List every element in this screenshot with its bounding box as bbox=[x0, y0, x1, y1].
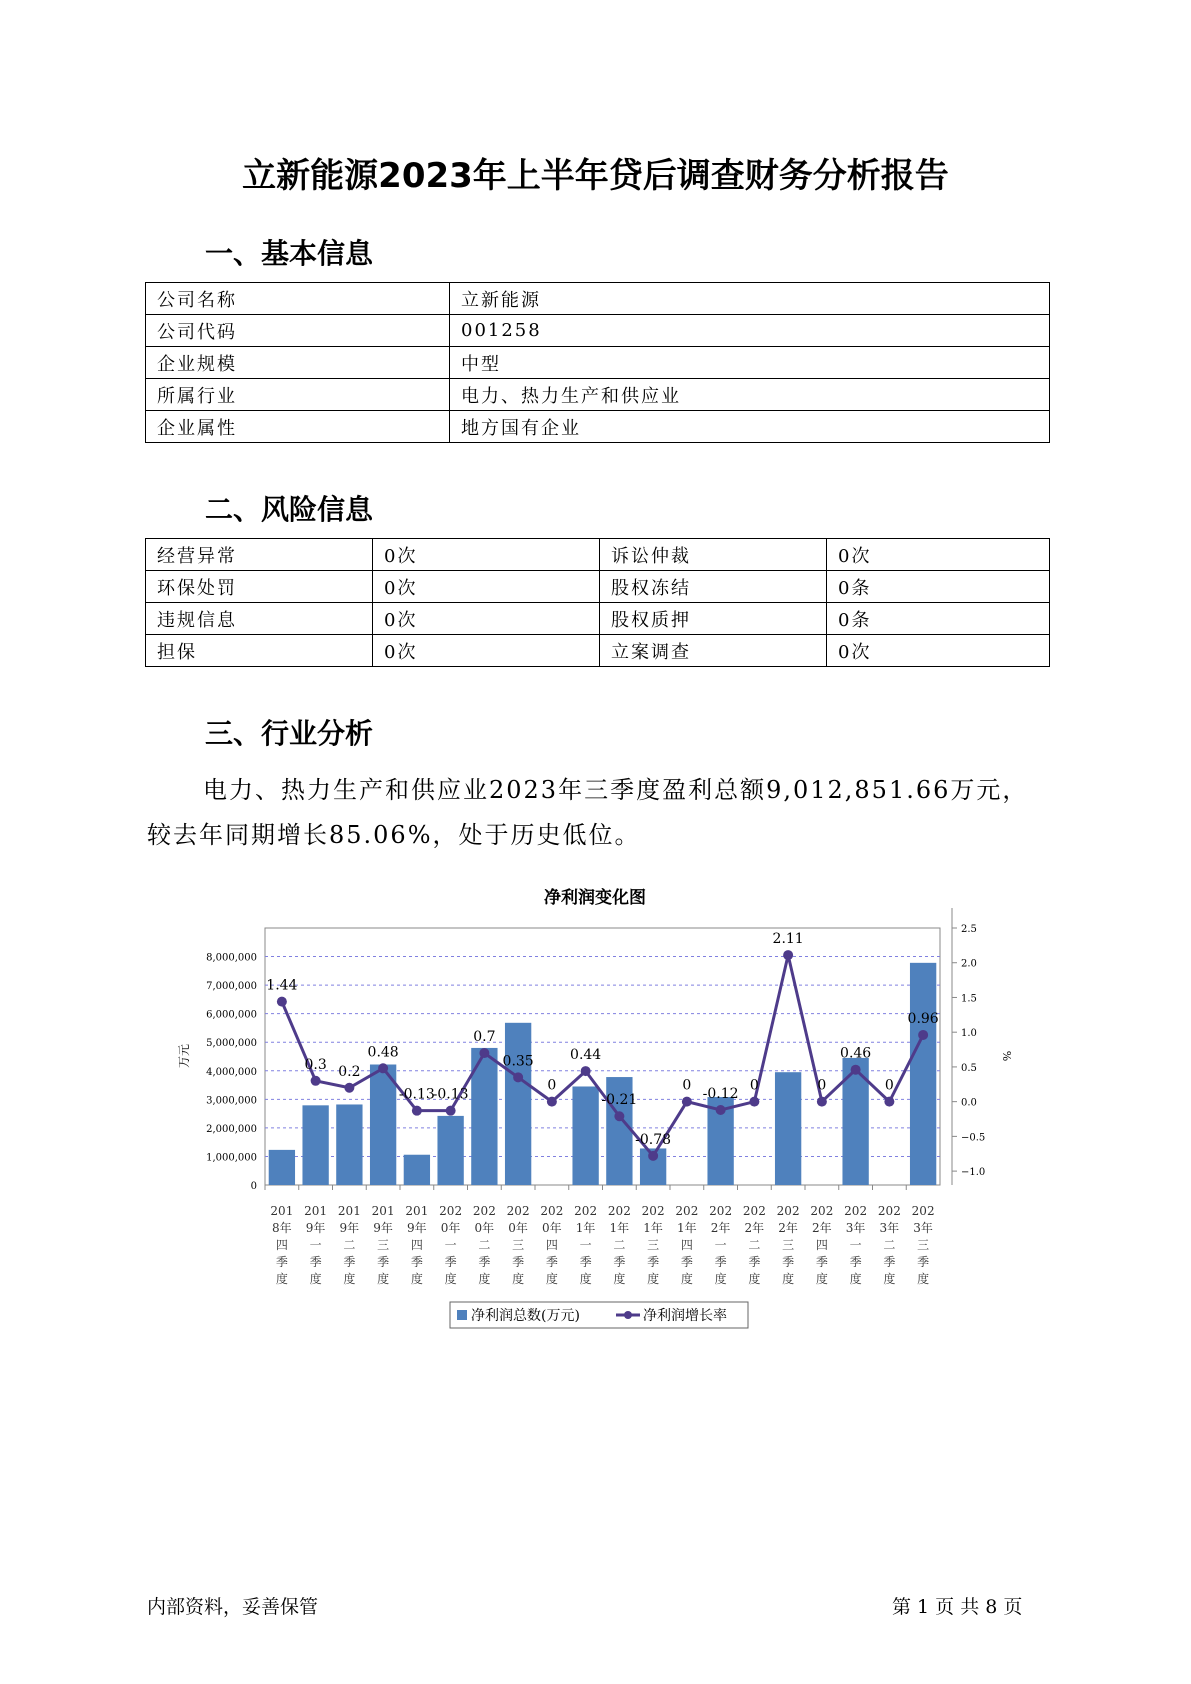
growth-point bbox=[547, 1097, 557, 1107]
x-tick-label: 202 1年四季度 bbox=[675, 1204, 699, 1286]
basic-info-row bbox=[146, 379, 1050, 411]
x-tick-label: 202 3年三季度 bbox=[911, 1204, 935, 1286]
risk-info-label: 环保处罚 bbox=[146, 571, 373, 603]
risk-info-row bbox=[146, 603, 1050, 635]
risk-info-table bbox=[145, 538, 1050, 667]
y-tick-label: 5,000,000 bbox=[206, 1038, 257, 1050]
x-tick-label: 202 2年二季度 bbox=[742, 1204, 766, 1286]
risk-info-value: 0条 bbox=[827, 603, 1050, 635]
bar bbox=[269, 1150, 295, 1185]
section-risk-heading: 二、风险信息 bbox=[205, 493, 374, 526]
basic-info-value: 地方国有企业 bbox=[450, 411, 1050, 443]
growth-point bbox=[749, 1097, 759, 1107]
x-tick-label: 202 0年三季度 bbox=[506, 1204, 530, 1286]
x-tick-label: 202 0年四季度 bbox=[540, 1204, 564, 1286]
y2-tick-label: 0.5 bbox=[961, 1062, 977, 1074]
growth-point bbox=[581, 1066, 591, 1076]
risk-info-value: 0次 bbox=[373, 603, 600, 635]
y-tick-label: 0 bbox=[250, 1181, 257, 1192]
risk-info-value: 0次 bbox=[373, 635, 600, 667]
legend-bar-swatch bbox=[457, 1310, 467, 1320]
y2-tick-label: −1.0 bbox=[961, 1167, 986, 1179]
growth-point bbox=[817, 1097, 827, 1107]
growth-data-label: 2.11 bbox=[772, 931, 804, 948]
growth-data-label: 0.3 bbox=[304, 1056, 327, 1073]
risk-info-value: 0次 bbox=[373, 571, 600, 603]
growth-point bbox=[851, 1065, 861, 1075]
bar bbox=[775, 1072, 801, 1185]
x-tick-label: 202 0年一季度 bbox=[439, 1204, 463, 1286]
growth-data-label: 0.96 bbox=[907, 1010, 939, 1027]
basic-info-row bbox=[146, 411, 1050, 443]
growth-data-label: 0 bbox=[817, 1077, 827, 1094]
bar bbox=[437, 1116, 463, 1185]
bar bbox=[505, 1023, 531, 1185]
basic-info-row bbox=[146, 283, 1050, 315]
growth-data-label: 0.46 bbox=[840, 1045, 872, 1062]
y2-tick-label: 1.0 bbox=[961, 1028, 977, 1040]
risk-info-row bbox=[146, 635, 1050, 667]
y-tick-label: 2,000,000 bbox=[206, 1123, 257, 1135]
growth-data-label: 0 bbox=[547, 1077, 557, 1094]
legend-line-label: 净利润增长率 bbox=[643, 1308, 727, 1324]
growth-data-label: -0.78 bbox=[635, 1131, 672, 1148]
bar bbox=[302, 1105, 328, 1185]
growth-point bbox=[716, 1105, 726, 1115]
growth-data-label: 0 bbox=[749, 1077, 759, 1094]
plot-area-frame bbox=[265, 928, 940, 1185]
growth-data-label: 0.48 bbox=[367, 1044, 399, 1061]
basic-info-row bbox=[146, 315, 1050, 347]
y-tick-label: 7,000,000 bbox=[206, 981, 257, 993]
growth-data-label: 0 bbox=[884, 1077, 894, 1094]
basic-info-label: 企业规模 bbox=[146, 347, 450, 379]
y2-tick-label: 1.5 bbox=[961, 993, 977, 1005]
growth-point bbox=[277, 997, 287, 1007]
basic-info-label: 企业属性 bbox=[146, 411, 450, 443]
basic-info-label: 所属行业 bbox=[146, 379, 450, 411]
x-tick-label: 201 9年四季度 bbox=[405, 1204, 429, 1286]
x-tick-label: 202 3年一季度 bbox=[844, 1204, 868, 1286]
section-industry-heading: 三、行业分析 bbox=[205, 717, 374, 750]
growth-data-label: -0.13 bbox=[432, 1086, 469, 1103]
x-tick-label: 201 9年三季度 bbox=[371, 1204, 395, 1286]
risk-info-label: 股权质押 bbox=[600, 603, 827, 635]
growth-data-label: 0.7 bbox=[473, 1029, 496, 1046]
risk-info-label: 担保 bbox=[146, 635, 373, 667]
growth-data-label: 0.2 bbox=[338, 1063, 361, 1080]
risk-info-label: 立案调查 bbox=[600, 635, 827, 667]
x-tick-label: 202 1年二季度 bbox=[607, 1204, 631, 1286]
basic-info-table bbox=[145, 282, 1050, 443]
bar bbox=[404, 1155, 430, 1185]
growth-point bbox=[479, 1048, 489, 1058]
growth-data-label: 1.44 bbox=[266, 977, 298, 994]
growth-point bbox=[783, 950, 793, 960]
growth-point bbox=[446, 1106, 456, 1116]
legend-bar-label: 净利润总数(万元) bbox=[471, 1308, 580, 1324]
risk-info-value: 0次 bbox=[827, 635, 1050, 667]
risk-info-row bbox=[146, 571, 1050, 603]
growth-point bbox=[412, 1106, 422, 1116]
footer-confidential: 内部资料，妥善保管 bbox=[147, 1596, 319, 1618]
bar bbox=[336, 1104, 362, 1185]
bar bbox=[572, 1086, 598, 1185]
basic-info-label: 公司名称 bbox=[146, 283, 450, 315]
growth-point bbox=[311, 1076, 321, 1086]
growth-point bbox=[378, 1063, 388, 1073]
x-tick-label: 202 1年三季度 bbox=[641, 1204, 665, 1286]
x-tick-label: 201 9年一季度 bbox=[304, 1204, 328, 1286]
growth-point bbox=[344, 1083, 354, 1093]
growth-point bbox=[648, 1151, 658, 1161]
risk-info-label: 违规信息 bbox=[146, 603, 373, 635]
x-tick-label: 202 2年四季度 bbox=[810, 1204, 834, 1286]
basic-info-value: 立新能源 bbox=[450, 283, 1050, 315]
y-tick-label: 3,000,000 bbox=[206, 1095, 257, 1107]
growth-data-label: 0.44 bbox=[570, 1047, 602, 1064]
industry-text: 电力、热力生产和供应业2023年三季度盈利总额9,012,851.66万元，较去年同期增长85.06%，处于历史低位。 bbox=[147, 776, 1029, 849]
basic-info-value: 电力、热力生产和供应业 bbox=[450, 379, 1050, 411]
x-tick-label: 201 8年四季度 bbox=[270, 1204, 294, 1286]
x-tick-label: 202 3年二季度 bbox=[877, 1204, 901, 1286]
chart-title: 净利润变化图 bbox=[544, 888, 646, 908]
y-tick-label: 1,000,000 bbox=[206, 1152, 257, 1164]
x-tick-label: 202 2年一季度 bbox=[709, 1204, 733, 1286]
growth-data-label: 0 bbox=[682, 1077, 692, 1094]
y2-tick-label: −0.5 bbox=[961, 1132, 986, 1144]
growth-data-label: -0.12 bbox=[702, 1085, 739, 1102]
y-tick-label: 8,000,000 bbox=[206, 952, 257, 964]
basic-info-label: 公司代码 bbox=[146, 315, 450, 347]
net-profit-chart bbox=[0, 880, 1191, 1340]
bar bbox=[910, 963, 936, 1185]
y-tick-label: 6,000,000 bbox=[206, 1009, 257, 1021]
y2-tick-label: 2.0 bbox=[961, 958, 977, 970]
footer-page-number: 第 1 页 共 8 页 bbox=[892, 1596, 1023, 1618]
x-tick-label: 202 1年一季度 bbox=[574, 1204, 598, 1286]
risk-info-label: 诉讼仲裁 bbox=[600, 539, 827, 571]
risk-info-value: 0次 bbox=[827, 539, 1050, 571]
legend-line-marker bbox=[624, 1311, 632, 1319]
basic-info-value: 001258 bbox=[450, 315, 1050, 347]
y2-axis-label: % bbox=[1000, 1050, 1013, 1062]
growth-point bbox=[513, 1072, 523, 1082]
growth-point bbox=[918, 1030, 928, 1040]
bar bbox=[370, 1064, 396, 1185]
section-basic-heading: 一、基本信息 bbox=[205, 237, 374, 270]
growth-point bbox=[614, 1111, 624, 1121]
y-tick-label: 4,000,000 bbox=[206, 1066, 257, 1078]
growth-data-label: -0.13 bbox=[398, 1086, 435, 1103]
y2-tick-label: 0.0 bbox=[961, 1097, 977, 1109]
growth-data-label: 0.35 bbox=[502, 1053, 534, 1070]
risk-info-label: 经营异常 bbox=[146, 539, 373, 571]
x-tick-label: 202 0年二季度 bbox=[472, 1204, 496, 1286]
y2-tick-label: 2.5 bbox=[961, 924, 977, 935]
growth-point bbox=[884, 1097, 894, 1107]
basic-info-value: 中型 bbox=[450, 347, 1050, 379]
industry-paragraph bbox=[147, 768, 1047, 858]
growth-data-label: -0.21 bbox=[601, 1092, 638, 1109]
page-title: 立新能源2023年上半年贷后调查财务分析报告 bbox=[242, 156, 949, 196]
risk-info-row bbox=[146, 539, 1050, 571]
risk-info-value: 0条 bbox=[827, 571, 1050, 603]
risk-info-label: 股权冻结 bbox=[600, 571, 827, 603]
risk-info-value: 0次 bbox=[373, 539, 600, 571]
y-axis-label: 万元 bbox=[177, 1043, 191, 1069]
basic-info-row bbox=[146, 347, 1050, 379]
x-tick-label: 201 9年二季度 bbox=[337, 1204, 361, 1286]
x-tick-label: 202 2年三季度 bbox=[776, 1204, 800, 1286]
growth-point bbox=[682, 1097, 692, 1107]
